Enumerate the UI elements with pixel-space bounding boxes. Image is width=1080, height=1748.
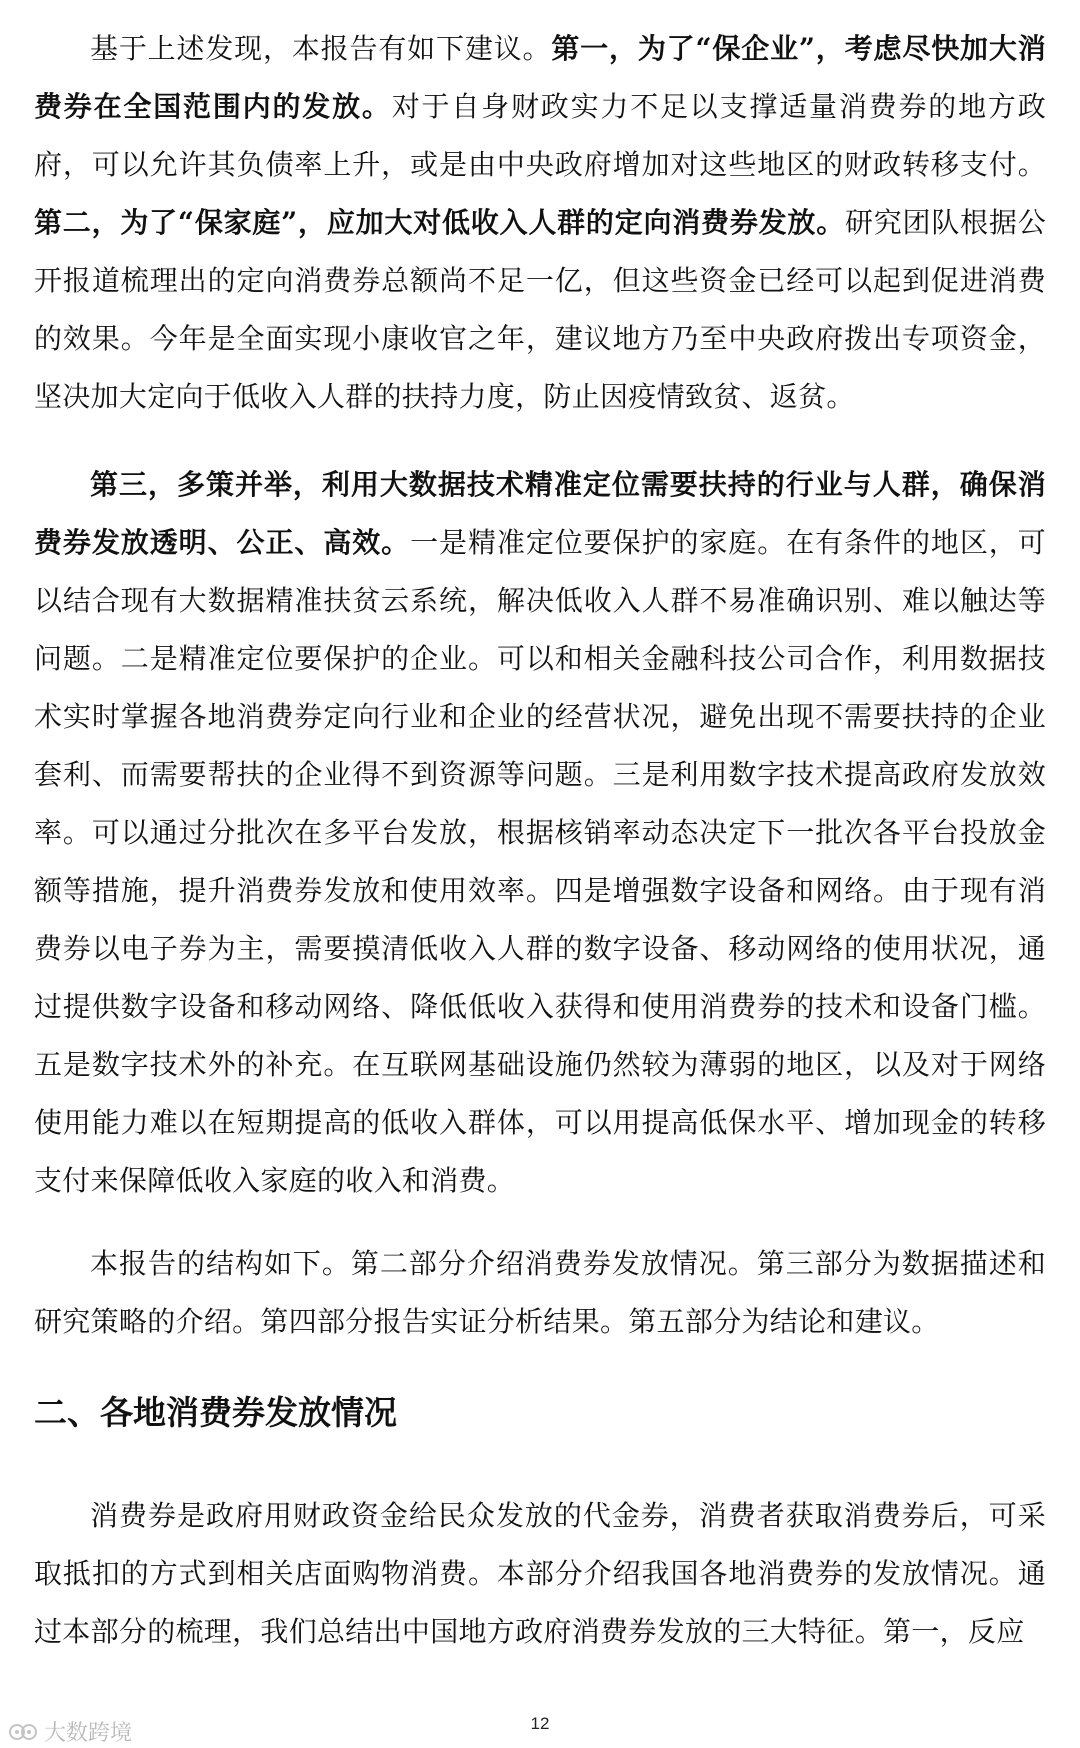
paragraph-report-structure [34,1235,1046,1351]
watermark-text: 大数跨境 [44,1721,133,1746]
paragraph-recommendation-3 [34,456,1046,1210]
bold-segment: 第三，多策并举，利用大数据技术精准定位需要扶持的行业与人群，确保消费券发放透明、公正、高效。 [34,468,1046,559]
text-segment: 消费券是政府用财政资金给民众发放的代金券，消费者获取消费券后，可采取抵扣的方式到相关店面购物消费。本部分介绍我国各地消费券的发放情况。通过本部分的梳理，我们总结出中国地方政府消费券发放的三大特征。第一，反应 [34,1499,1046,1648]
text-segment: 一是精准定位要保护的家庭。在有条件的地区，可以结合现有大数据精准扶贫云系统，解决低收入人群不易准确识别、难以触达等问题。二是精准定位要保护的企业。可以和相关金融科技公司合作，利用数据技术实时掌握各地消费券定向行业和企业的经营状况，避免出现不需要扶持的企业套利、而需要帮扶的企业得不到资源等问题。三是利用数字技术提高政府发放效率。可以通过分批次在多平台发放，根据核销率动态决定下一批次各平台投放金额等措施，提升消费券发放和使用效率。四是增强数字设备和网络。由于现有消费券以电子券为主，需要摸清低收入人群的数字设备、移动网络的使用状况，通过提供数字设备和移动网络、降低低收入获得和使用消费券的技术和设备门槛。五是数字技术外的补充。在互联网基础设施仍然较为薄弱的地区，以及对于网络使用能力难以在短期提高的低收入群体，可以用提高低保水平、增加现金的转移支付来保障低收入家庭的收入和消费。 [34,526,1046,1197]
paragraph-recommendations-1-2 [34,20,1046,426]
text-segment: 研究团队根据公开报道梳理出的定向消费券总额尚不足一亿，但这些资金已经可以起到促进消费的效果。今年是全面实现小康收官之年，建议地方乃至中央政府拨出专项资金，坚决加大定向于低收入人群的扶持力度，防止因疫情致贫、返贫。 [34,206,1046,413]
page-number: 12 [530,1714,550,1733]
bold-segment: 第二，为了“保家庭”，应加大对低收入人群的定向消费券发放。 [34,206,845,239]
text-segment: 本报告的结构如下。第二部分介绍消费券发放情况。第三部分为数据描述和研究策略的介绍。第四部分报告实证分析结果。第五部分为结论和建议。 [34,1247,1046,1338]
section-heading: 二、各地消费券发放情况 [34,1393,397,1432]
watermark [8,1716,132,1747]
text-segment: 基于上述发现，本报告有如下建议。 [90,32,552,65]
bold-segment: 第一，为了“保企业”，考虑尽快加大消费券在全国范围内的发放。 [34,32,1046,123]
paragraph-section-intro [34,1487,1046,1661]
text-segment: 对于自身财政实力不足以支撑适量消费券的地方政府，可以允许其负债率上升，或是由中央政府增加对这些地区的财政转移支付。 [34,90,1047,181]
watermark-logo-icon [8,1721,38,1743]
